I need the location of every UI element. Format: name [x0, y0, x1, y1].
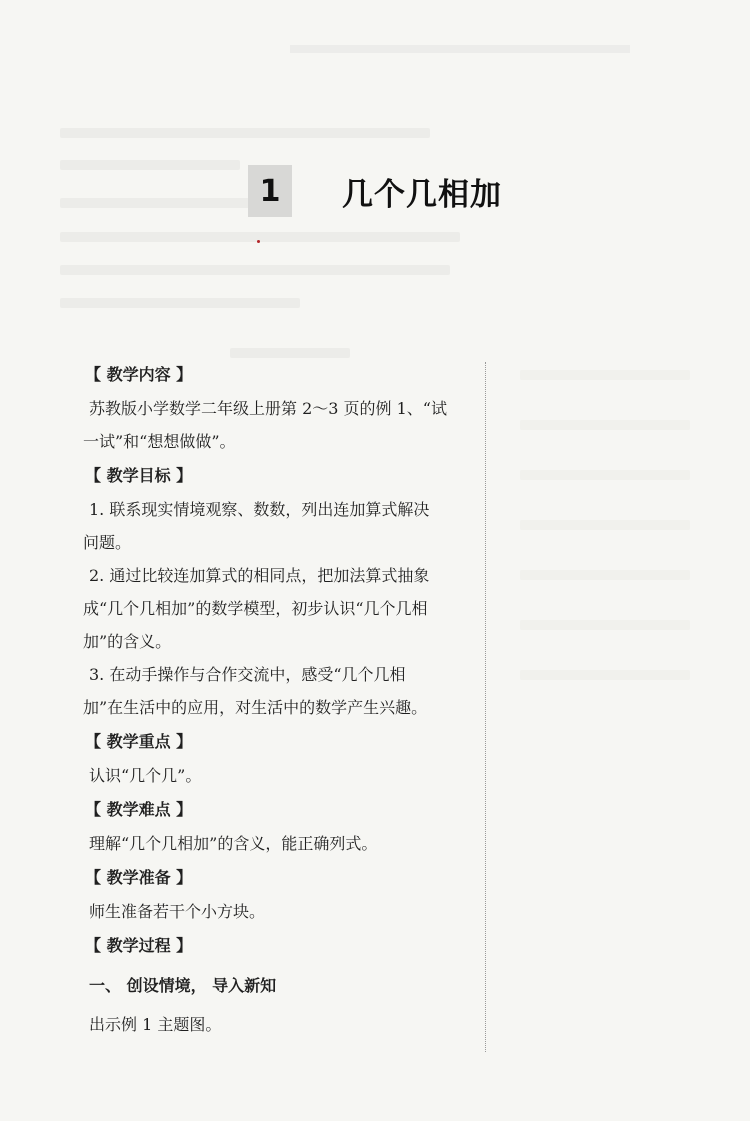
lesson-title — [248, 165, 502, 217]
teaching-goals-heading: 【 教学目标 】 — [85, 466, 193, 485]
teaching-content-line: 一试”和“想想做做”。 — [83, 432, 236, 451]
key-points-heading: 【 教学重点 】 — [85, 732, 193, 751]
goal-line: 加”在生活中的应用，对生活中的数学产生兴趣。 — [83, 698, 428, 717]
preparation-heading: 【 教学准备 】 — [85, 868, 193, 887]
key-points-text: 认识“几个几”。 — [89, 766, 202, 785]
difficulty-heading: 【 教学难点 】 — [85, 800, 193, 819]
lesson-title-text: 几个几相加 — [342, 176, 502, 213]
teaching-content-line: 苏教版小学数学二年级上册第 2～3 页的例 1、“试 — [89, 399, 447, 418]
goal-line: 3. 在动手操作与合作交流中，感受“几个几相 — [89, 665, 406, 684]
preparation-text: 师生准备若干个小方块。 — [89, 902, 266, 921]
goal-line: 2. 通过比较连加算式的相同点，把加法算式抽象 — [89, 566, 430, 585]
process-heading: 【 教学过程 】 — [85, 936, 193, 955]
running-header — [290, 45, 630, 53]
red-mark — [257, 240, 260, 243]
step-one-heading: 一、 创设情境， 导入新知 — [89, 976, 277, 995]
lesson-number: 1 — [248, 165, 292, 217]
goal-line: 成“几个几相加”的数学模型，初步认识“几个几相 — [83, 599, 428, 618]
goal-line: 1. 联系现实情境观察、数数，列出连加算式解决 — [89, 500, 430, 519]
step-one-text: 出示例 1 主题图。 — [89, 1015, 222, 1034]
lesson-content — [85, 357, 470, 1041]
margin-divider — [485, 362, 486, 1052]
goal-line: 加”的含义。 — [83, 632, 172, 651]
difficulty-text: 理解“几个几相加”的含义，能正确列式。 — [89, 834, 378, 853]
teaching-content-heading: 【 教学内容 】 — [85, 365, 193, 384]
goal-line: 问题。 — [83, 533, 132, 552]
